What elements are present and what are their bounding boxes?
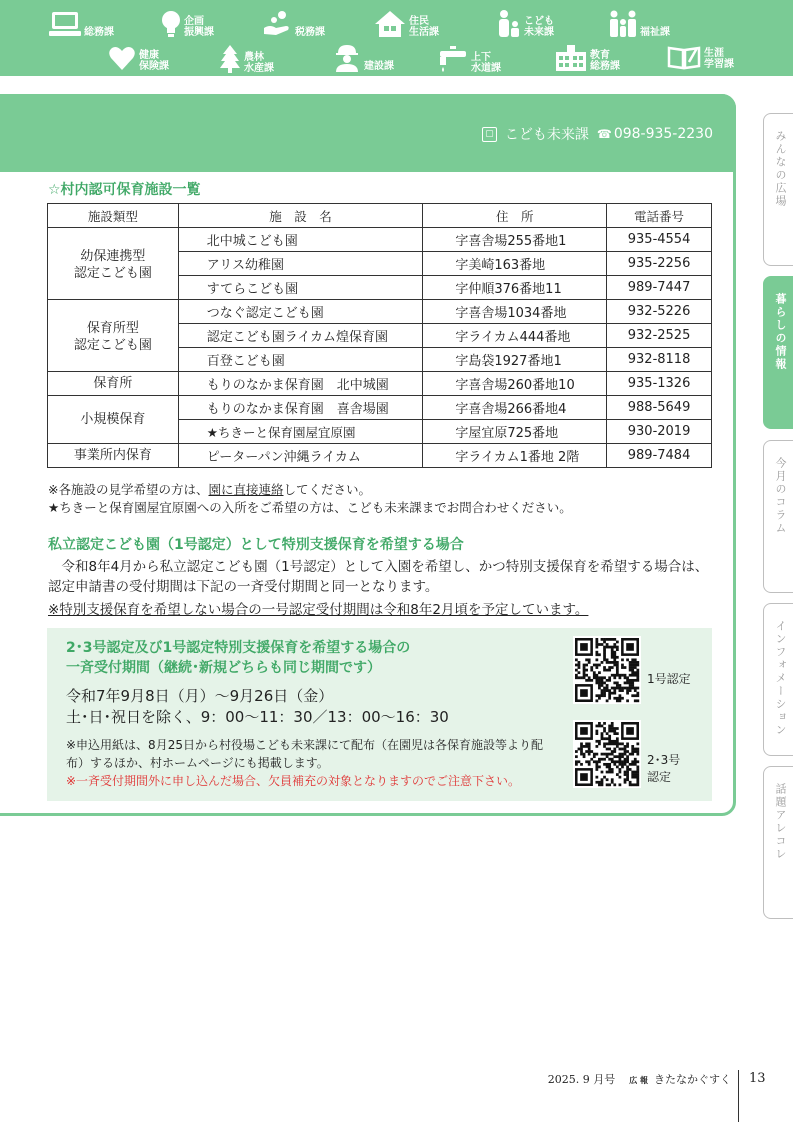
facility-tel: 930-2019 bbox=[607, 420, 712, 444]
facility-name: アリス幼稚園 bbox=[178, 252, 423, 276]
tab-kongetsu-no-column[interactable] bbox=[763, 440, 793, 593]
section-special-support-underline: ※特別支援保育を希望しない場合の一号認定受付期間は令和8年2月頃を予定しています。 bbox=[48, 602, 589, 618]
facility-address: 字仲順376番地11 bbox=[423, 276, 607, 300]
worker-icon bbox=[333, 44, 361, 72]
page-number: 13 bbox=[749, 1071, 766, 1086]
dept-label: 建設課 bbox=[364, 61, 394, 72]
col-header-type: 施設類型 bbox=[48, 204, 179, 228]
dept-label: 農林 水産課 bbox=[244, 52, 274, 74]
facility-name: ピーターパン沖縄ライカム bbox=[178, 444, 423, 468]
visit-note-underline: 園に直接連絡 bbox=[208, 482, 284, 497]
facility-type: 小規模保育 bbox=[48, 396, 179, 444]
footer-divider bbox=[738, 1070, 739, 1122]
col-header-tel: 電話番号 bbox=[607, 204, 712, 228]
parent-child-icon bbox=[497, 10, 521, 38]
footer-pub-label: 広 報 bbox=[629, 1075, 648, 1085]
facility-tel: 989-7447 bbox=[607, 276, 712, 300]
tab-label: 暮らしの情報 bbox=[774, 293, 787, 371]
visit-note-pre: ※各施設の見学希望の方は、 bbox=[48, 482, 209, 497]
col-header-address: 住 所 bbox=[423, 204, 607, 228]
facility-address: 字喜舎場1034番地 bbox=[423, 300, 607, 324]
facility-address: 字喜舎場266番地4 bbox=[423, 396, 607, 420]
dept-jumin[interactable] bbox=[374, 10, 439, 38]
tab-label: 今月のコラム bbox=[774, 457, 787, 535]
qr-label-type1: 1号認定 bbox=[647, 672, 691, 686]
dept-label: 生涯 学習課 bbox=[704, 48, 734, 70]
table-header-row bbox=[48, 204, 712, 228]
lightbulb-icon bbox=[161, 10, 181, 38]
facility-address: 字喜舎場260番地10 bbox=[423, 372, 607, 396]
qr-label-type23: 2･3号 認定 bbox=[647, 753, 681, 784]
faucet-icon bbox=[438, 44, 468, 74]
contact-info bbox=[482, 124, 713, 144]
dept-kikaku[interactable] bbox=[161, 10, 214, 38]
dept-kyoiku[interactable] bbox=[555, 44, 620, 72]
facility-address: 字喜舎場255番地1 bbox=[423, 228, 607, 252]
dept-shogai[interactable] bbox=[667, 44, 734, 70]
facility-name: 百登こども園 bbox=[178, 348, 423, 372]
facility-address: 字ライカム444番地 bbox=[423, 324, 607, 348]
qr-code-icon bbox=[573, 720, 641, 788]
phone-icon: ☎ bbox=[596, 127, 612, 141]
facility-type: 事業所内保育 bbox=[48, 444, 179, 468]
footer-issue: 2025. 9 月号 bbox=[547, 1073, 616, 1086]
facility-name: すてらこども園 bbox=[178, 276, 423, 300]
section-special-support-body: 令和8年4月から私立認定こども園（1号認定）として入園を希望し、かつ特別支援保育を希望する場合は、認定申請書の受付期間は下記の一斉受付期間と同一となります。 bbox=[48, 559, 709, 595]
contact-dept: こども未来課 bbox=[504, 127, 589, 143]
dept-zeimu[interactable] bbox=[262, 10, 325, 38]
facility-name: 認定こども園ライカム煌保育園 bbox=[178, 324, 423, 348]
facility-tel: 935-4554 bbox=[607, 228, 712, 252]
tab-label: 話題アレコレ bbox=[774, 783, 787, 861]
application-period-time: 土･日･祝日を除く、9：00～11：30／13：00～16：30 bbox=[66, 708, 449, 726]
box-icon: ▢ bbox=[482, 127, 497, 142]
dept-suido[interactable] bbox=[438, 44, 501, 74]
qr-code-icon bbox=[573, 636, 641, 704]
hand-coins-icon bbox=[262, 10, 292, 38]
dept-label: 教育 総務課 bbox=[590, 50, 620, 72]
application-period-date: 令和7年9月8日（月）～9月26日（金） bbox=[66, 687, 334, 705]
heart-icon bbox=[108, 44, 136, 72]
facility-type: 保育所 bbox=[48, 372, 179, 396]
facility-tel: 935-2256 bbox=[607, 252, 712, 276]
facility-address: 字屋宜原725番地 bbox=[423, 420, 607, 444]
facility-tel: 988-5649 bbox=[607, 396, 712, 420]
dept-label: こども 未来課 bbox=[524, 16, 554, 38]
section-special-support-title: 私立認定こども園（1号認定）として特別支援保育を希望する場合 bbox=[48, 537, 464, 553]
table-row bbox=[48, 228, 712, 252]
table-row bbox=[48, 444, 712, 468]
dept-label: 福祉課 bbox=[640, 27, 670, 38]
facility-tel: 932-8118 bbox=[607, 348, 712, 372]
dept-label: 税務課 bbox=[295, 27, 325, 38]
dept-label: 上下 水道課 bbox=[471, 52, 501, 74]
qr-code-type1[interactable] bbox=[573, 636, 641, 704]
dept-kensetsu[interactable] bbox=[333, 44, 394, 72]
facility-type: 幼保連携型 認定こども園 bbox=[48, 228, 179, 300]
dept-kenko[interactable] bbox=[108, 44, 169, 72]
table-row bbox=[48, 396, 712, 420]
facility-name: つなぐ認定こども園 bbox=[178, 300, 423, 324]
facility-table bbox=[47, 203, 712, 468]
book-icon bbox=[667, 44, 701, 70]
facility-address: 字島袋1927番地1 bbox=[423, 348, 607, 372]
dept-label: 企画 振興課 bbox=[184, 16, 214, 38]
facility-name: 北中城こども園 bbox=[178, 228, 423, 252]
table-row bbox=[48, 372, 712, 396]
facility-address: 字美崎163番地 bbox=[423, 252, 607, 276]
dept-label: 住民 生活課 bbox=[409, 16, 439, 38]
family-icon bbox=[609, 10, 637, 38]
house-icon bbox=[374, 10, 406, 38]
tab-label: インフォメーション bbox=[774, 620, 787, 737]
dept-label: 健康 保険課 bbox=[139, 50, 169, 72]
footer-title: きたなかぐすく bbox=[654, 1073, 731, 1086]
dept-norin[interactable] bbox=[219, 44, 274, 74]
late-application-warning: ※一斉受付期間外に申し込んだ場合、欠員補充の対象となりますのでご注意下さい。 bbox=[66, 774, 521, 788]
application-period-title: 2･3号認定及び1号認定特別支援保育を希望する場合の 一斉受付期間（継続･新規どちらも同じ期間です） bbox=[66, 640, 411, 676]
tab-information[interactable] bbox=[763, 603, 793, 756]
facility-name: もりのなかま保育園 北中城園 bbox=[178, 372, 423, 396]
tab-kurashi-no-joho[interactable] bbox=[763, 276, 793, 429]
school-icon bbox=[555, 44, 587, 72]
computer-icon bbox=[49, 10, 81, 38]
visit-note bbox=[48, 480, 371, 498]
footer-publication bbox=[548, 1071, 731, 1087]
chikito-note: ★ちきーと保育園屋宜原園への入所をご希望の方は、こども未来課までお問合わせください。 bbox=[48, 500, 572, 515]
application-form-note: ※申込用紙は、8月25日から村役場こども未来課にて配布（在園児は各保育施設等より配布）するほか、村ホームページにも掲載します。 bbox=[66, 738, 543, 770]
dept-fukushi[interactable] bbox=[609, 10, 670, 38]
facility-tel: 989-7484 bbox=[607, 444, 712, 468]
tab-minna-no-hiroba[interactable] bbox=[763, 113, 793, 266]
facility-tel: 932-5226 bbox=[607, 300, 712, 324]
contact-tel: 098-935-2230 bbox=[613, 126, 713, 142]
qr-code-type23[interactable] bbox=[573, 720, 641, 788]
visit-note-post: してください。 bbox=[283, 482, 372, 497]
facility-address: 字ライカム1番地 2階 bbox=[423, 444, 607, 468]
col-header-name: 施 設 名 bbox=[178, 204, 423, 228]
facility-type: 保育所型 認定こども園 bbox=[48, 300, 179, 372]
dept-somu[interactable] bbox=[49, 10, 114, 38]
dept-kodomo[interactable] bbox=[497, 10, 554, 38]
tab-label: みんなの広場 bbox=[774, 130, 787, 208]
table-row bbox=[48, 300, 712, 324]
facility-list-title: ☆村内認可保育施設一覧 bbox=[48, 182, 201, 198]
facility-name: もりのなかま保育園 喜舎場園 bbox=[178, 396, 423, 420]
facility-tel: 932-2525 bbox=[607, 324, 712, 348]
tree-icon bbox=[219, 44, 241, 74]
facility-name: ★ちきーと保育園屋宜原園 bbox=[178, 420, 423, 444]
department-bar bbox=[0, 0, 793, 76]
tab-wadai-arekore[interactable] bbox=[763, 766, 793, 919]
facility-tel: 935-1326 bbox=[607, 372, 712, 396]
dept-label: 総務課 bbox=[84, 27, 114, 38]
